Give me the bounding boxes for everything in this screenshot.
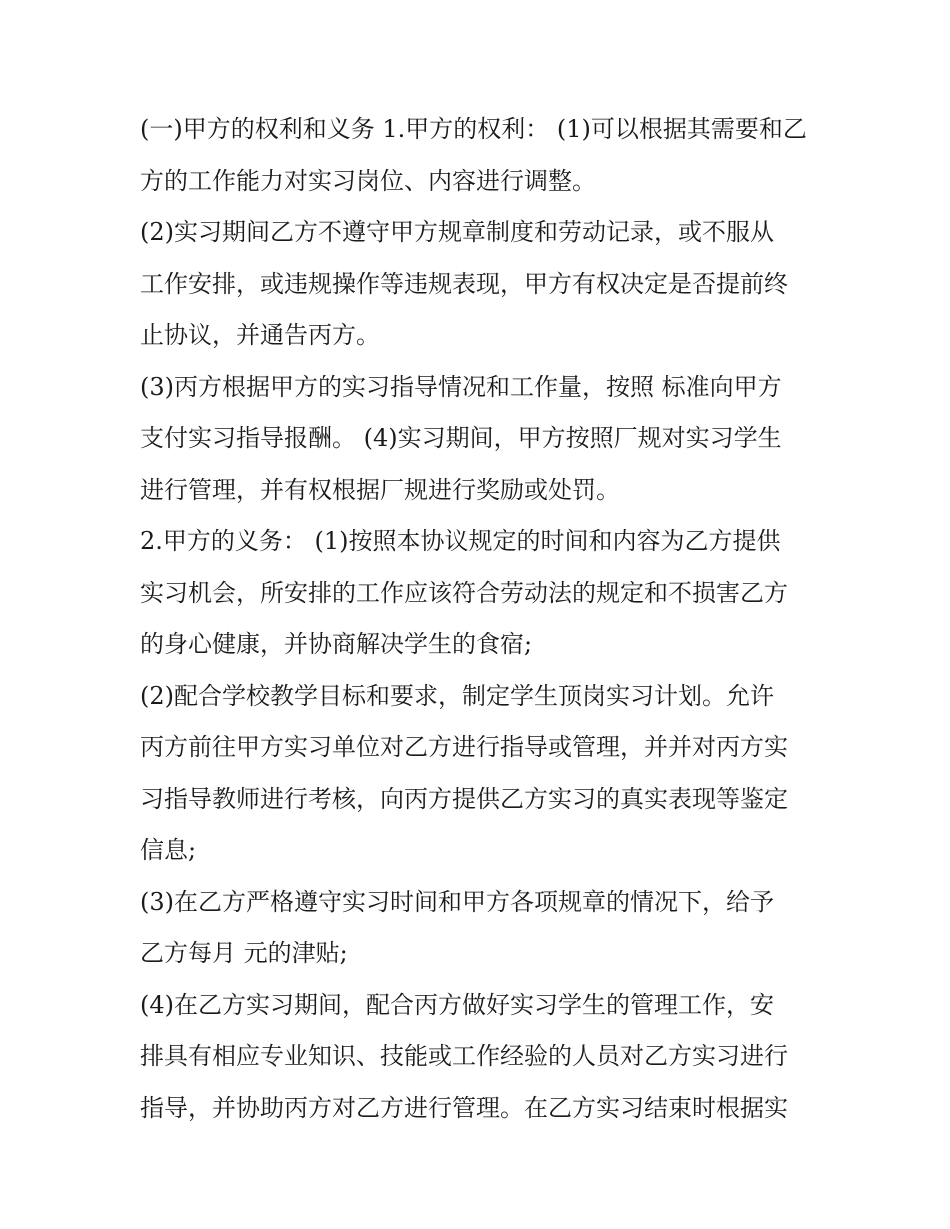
text-line: (3)丙方根据甲方的实习指导情况和工作量，按照 标准向甲方 — [140, 372, 782, 401]
text-line: 指导，并协助丙方对乙方进行管理。在乙方实习结束时根据实 — [140, 1093, 788, 1122]
text-line: (4)在乙方实习期间，配合丙方做好实习学生的管理工作，安 — [140, 990, 774, 1019]
text-line: 工作安排，或违规操作等违规表现，甲方有权决定是否提前终 — [140, 269, 788, 298]
text-line: 丙方前往甲方实习单位对乙方进行指导或管理，并并对丙方实 — [140, 733, 788, 761]
text-line: 2.甲方的义务： (1)按照本协议规定的时间和内容为乙方提供 — [140, 527, 781, 555]
text-line: 方的工作能力对实习岗位、内容进行调整。 — [140, 166, 596, 195]
text-line: 的身心健康，并协商解决学生的食宿; — [140, 630, 533, 658]
text-line: 乙方每月 元的津贴; — [140, 939, 348, 967]
text-line: 习指导教师进行考核，向丙方提供乙方实习的真实表现等鉴定 — [140, 784, 788, 813]
text-line: (一)甲方的权利和义务 1.甲方的权利： (1)可以根据其需要和乙 — [140, 115, 807, 143]
text-line: (2)实习期间乙方不遵守甲方规章制度和劳动记录，或不服从 — [140, 218, 774, 246]
text-line: 信息; — [140, 836, 197, 864]
text-line: 止协议，并通告丙方。 — [140, 321, 380, 349]
document-body — [140, 104, 830, 1134]
text-line: 排具有相应专业知识、技能或工作经验的人员对乙方实习进行 — [140, 1042, 788, 1070]
text-line: 实习机会，所安排的工作应该符合劳动法的规定和不损害乙方 — [140, 578, 788, 607]
text-line: (2)配合学校教学目标和要求，制定学生顶岗实习计划。允许 — [140, 681, 774, 710]
text-line: 支付实习指导报酬。 (4)实习期间，甲方按照厂规对实习学生 — [140, 424, 782, 452]
text-line: 进行管理，并有权根据厂规进行奖励或处罚。 — [140, 475, 620, 504]
text-line: (3)在乙方严格遵守实习时间和甲方各项规章的情况下，给予 — [140, 887, 774, 916]
